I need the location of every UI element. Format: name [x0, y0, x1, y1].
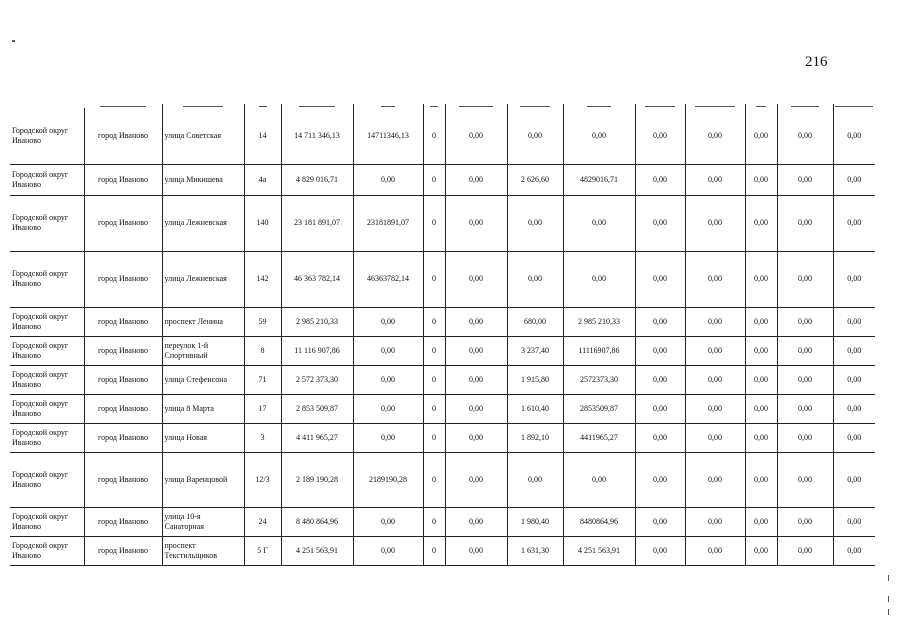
- scan-mark: [888, 596, 889, 602]
- amount-cell: 0,00: [635, 251, 685, 307]
- amount-cell: 0,00: [777, 108, 833, 164]
- amount-cell: 0,00: [745, 336, 777, 365]
- street-cell: улица Советская: [162, 108, 244, 164]
- street-cell: улица Микишева: [162, 164, 244, 195]
- amount-cell: 0,00: [563, 195, 635, 251]
- amount-cell: 0,00: [833, 336, 875, 365]
- amount-cell: 0,00: [745, 365, 777, 394]
- amount-cell: 0,00: [635, 164, 685, 195]
- amount-cell: 0,00: [635, 394, 685, 423]
- table-row: [10, 251, 875, 307]
- table-row: [10, 307, 875, 336]
- street-cell: проспект Ленина: [162, 307, 244, 336]
- area-cell: 1 980,40: [507, 507, 563, 536]
- register-body: [10, 104, 875, 565]
- okrug-cell: Городской округ Иваново: [10, 108, 84, 164]
- amount-cell: 2853509,87: [563, 394, 635, 423]
- area-cell: 2 626,60: [507, 164, 563, 195]
- amount-cell: 0,00: [833, 394, 875, 423]
- amount-cell: 0,00: [745, 536, 777, 565]
- okrug-cell: Городской округ Иваново: [10, 251, 84, 307]
- amount-cell: 0,00: [353, 307, 423, 336]
- okrug-cell: Городской округ Иваново: [10, 164, 84, 195]
- area-cell: 680,00: [507, 307, 563, 336]
- okrug-cell: Городской округ Иваново: [10, 423, 84, 452]
- okrug-cell: Городской округ Иваново: [10, 507, 84, 536]
- amount-cell: 0,00: [445, 365, 507, 394]
- table-row: [10, 507, 875, 536]
- city-cell: город Иваново: [84, 108, 162, 164]
- okrug-cell: Городской округ Иваново: [10, 195, 84, 251]
- table-row: [10, 195, 875, 251]
- okrug-cell: Городской округ Иваново: [10, 336, 84, 365]
- amount-cell: 0,00: [353, 507, 423, 536]
- amount-cell: 0,00: [445, 394, 507, 423]
- amount-cell: 0,00: [833, 536, 875, 565]
- amount-cell: 0,00: [833, 423, 875, 452]
- amount-cell: 0,00: [353, 394, 423, 423]
- count-cell: 0: [423, 423, 445, 452]
- cost-total-cell: 4 411 965,27: [281, 423, 353, 452]
- amount-cell: 23181891,07: [353, 195, 423, 251]
- okrug-cell: Городской округ Иваново: [10, 365, 84, 394]
- amount-cell: 0,00: [777, 307, 833, 336]
- count-cell: 0: [423, 108, 445, 164]
- amount-cell: 0,00: [745, 452, 777, 507]
- table-row: [10, 365, 875, 394]
- cost-total-cell: 14 711 346,13: [281, 108, 353, 164]
- amount-cell: 0,00: [445, 507, 507, 536]
- house-number-cell: 4а: [244, 164, 281, 195]
- cost-total-cell: 23 181 891,07: [281, 195, 353, 251]
- house-number-cell: 5 Г: [244, 536, 281, 565]
- cost-total-cell: 2 189 190,28: [281, 452, 353, 507]
- city-cell: город Иваново: [84, 336, 162, 365]
- amount-cell: 0,00: [445, 423, 507, 452]
- amount-cell: 0,00: [777, 452, 833, 507]
- cost-total-cell: 2 572 373,30: [281, 365, 353, 394]
- amount-cell: 0,00: [635, 452, 685, 507]
- house-number-cell: 8: [244, 336, 281, 365]
- amount-cell: 0,00: [685, 307, 745, 336]
- cost-total-cell: 4 251 563,91: [281, 536, 353, 565]
- cost-total-cell: 46 363 782,14: [281, 251, 353, 307]
- amount-cell: 0,00: [635, 423, 685, 452]
- amount-cell: 0,00: [745, 108, 777, 164]
- city-cell: город Иваново: [84, 195, 162, 251]
- amount-cell: 8480864,96: [563, 507, 635, 536]
- amount-cell: 0,00: [685, 365, 745, 394]
- table-row: [10, 336, 875, 365]
- city-cell: город Иваново: [84, 307, 162, 336]
- street-cell: улица Новая: [162, 423, 244, 452]
- count-cell: 0: [423, 195, 445, 251]
- house-number-cell: 71: [244, 365, 281, 394]
- amount-cell: 14711346,13: [353, 108, 423, 164]
- amount-cell: 0,00: [685, 423, 745, 452]
- amount-cell: 0,00: [563, 108, 635, 164]
- amount-cell: 46363782,14: [353, 251, 423, 307]
- house-number-cell: 14: [244, 108, 281, 164]
- table-row: [10, 536, 875, 565]
- amount-cell: 0,00: [685, 336, 745, 365]
- scan-mark: [888, 609, 889, 615]
- house-number-cell: 142: [244, 251, 281, 307]
- okrug-cell: Городской округ Иваново: [10, 394, 84, 423]
- area-cell: 1 892,10: [507, 423, 563, 452]
- amount-cell: 0,00: [685, 452, 745, 507]
- table-row: [10, 108, 875, 164]
- street-cell: улица Стефенсона: [162, 365, 244, 394]
- count-cell: 0: [423, 394, 445, 423]
- cost-total-cell: 2 853 509,87: [281, 394, 353, 423]
- amount-cell: 0,00: [445, 108, 507, 164]
- scan-mark: [888, 575, 889, 581]
- amount-cell: 0,00: [685, 108, 745, 164]
- amount-cell: 0,00: [353, 336, 423, 365]
- amount-cell: 0,00: [833, 307, 875, 336]
- house-number-cell: 59: [244, 307, 281, 336]
- okrug-cell: Городской округ Иваново: [10, 536, 84, 565]
- amount-cell: 0,00: [635, 536, 685, 565]
- city-cell: город Иваново: [84, 365, 162, 394]
- amount-cell: 0,00: [353, 423, 423, 452]
- amount-cell: 0,00: [445, 452, 507, 507]
- count-cell: 0: [423, 307, 445, 336]
- cost-total-cell: 8 480 864,96: [281, 507, 353, 536]
- house-number-cell: 12/3: [244, 452, 281, 507]
- amount-cell: 0,00: [445, 164, 507, 195]
- count-cell: 0: [423, 507, 445, 536]
- table-row: [10, 452, 875, 507]
- amount-cell: 2 985 210,33: [563, 307, 635, 336]
- city-cell: город Иваново: [84, 507, 162, 536]
- amount-cell: 0,00: [833, 365, 875, 394]
- amount-cell: 0,00: [685, 507, 745, 536]
- amount-cell: 0,00: [777, 336, 833, 365]
- area-cell: 0,00: [507, 108, 563, 164]
- amount-cell: 0,00: [777, 423, 833, 452]
- amount-cell: 0,00: [563, 452, 635, 507]
- amount-cell: 0,00: [445, 195, 507, 251]
- amount-cell: 0,00: [563, 251, 635, 307]
- amount-cell: 0,00: [445, 536, 507, 565]
- area-cell: 0,00: [507, 195, 563, 251]
- house-number-cell: 3: [244, 423, 281, 452]
- area-cell: 1 610,40: [507, 394, 563, 423]
- okrug-cell: Городской округ Иваново: [10, 307, 84, 336]
- area-cell: 1 915,80: [507, 365, 563, 394]
- area-cell: 0,00: [507, 452, 563, 507]
- cost-total-cell: 2 985 210,33: [281, 307, 353, 336]
- count-cell: 0: [423, 536, 445, 565]
- amount-cell: 0,00: [745, 195, 777, 251]
- city-cell: город Иваново: [84, 452, 162, 507]
- street-cell: улица Лежневская: [162, 195, 244, 251]
- amount-cell: 0,00: [445, 251, 507, 307]
- amount-cell: 0,00: [777, 251, 833, 307]
- amount-cell: 0,00: [685, 251, 745, 307]
- street-cell: улица 10-я Санаторная: [162, 507, 244, 536]
- count-cell: 0: [423, 365, 445, 394]
- amount-cell: 11116907,86: [563, 336, 635, 365]
- amount-cell: 0,00: [635, 307, 685, 336]
- amount-cell: 4 251 563,91: [563, 536, 635, 565]
- amount-cell: 0,00: [745, 251, 777, 307]
- amount-cell: 0,00: [833, 507, 875, 536]
- table-row: [10, 423, 875, 452]
- amount-cell: 0,00: [833, 195, 875, 251]
- count-cell: 0: [423, 452, 445, 507]
- amount-cell: 0,00: [445, 336, 507, 365]
- table-row: [10, 394, 875, 423]
- amount-cell: 0,00: [635, 336, 685, 365]
- area-cell: 3 237,40: [507, 336, 563, 365]
- house-number-cell: 24: [244, 507, 281, 536]
- street-cell: улица Лежневская: [162, 251, 244, 307]
- amount-cell: 0,00: [745, 507, 777, 536]
- amount-cell: 0,00: [833, 251, 875, 307]
- amount-cell: 0,00: [745, 423, 777, 452]
- amount-cell: 2189190,28: [353, 452, 423, 507]
- count-cell: 0: [423, 164, 445, 195]
- house-number-cell: 140: [244, 195, 281, 251]
- city-cell: город Иваново: [84, 251, 162, 307]
- table-row: [10, 164, 875, 195]
- amount-cell: 0,00: [635, 507, 685, 536]
- okrug-cell: Городской округ Иваново: [10, 452, 84, 507]
- amount-cell: 0,00: [445, 307, 507, 336]
- amount-cell: 0,00: [745, 164, 777, 195]
- street-cell: улица Варенцовой: [162, 452, 244, 507]
- amount-cell: 0,00: [353, 536, 423, 565]
- amount-cell: 0,00: [685, 195, 745, 251]
- amount-cell: 0,00: [777, 536, 833, 565]
- city-cell: город Иваново: [84, 394, 162, 423]
- street-cell: улица 8 Марта: [162, 394, 244, 423]
- area-cell: 0,00: [507, 251, 563, 307]
- count-cell: 0: [423, 251, 445, 307]
- amount-cell: 0,00: [353, 365, 423, 394]
- amount-cell: 0,00: [777, 394, 833, 423]
- amount-cell: 4829016,71: [563, 164, 635, 195]
- cost-total-cell: 11 116 907,86: [281, 336, 353, 365]
- count-cell: 0: [423, 336, 445, 365]
- register-table: [10, 104, 875, 566]
- street-cell: переулок 1-й Спортивный: [162, 336, 244, 365]
- amount-cell: 0,00: [685, 536, 745, 565]
- amount-cell: 0,00: [635, 195, 685, 251]
- amount-cell: 0,00: [353, 164, 423, 195]
- amount-cell: 0,00: [745, 394, 777, 423]
- cost-total-cell: 4 829 016,71: [281, 164, 353, 195]
- amount-cell: 0,00: [833, 452, 875, 507]
- page-number: 216: [805, 54, 828, 70]
- amount-cell: 0,00: [777, 507, 833, 536]
- amount-cell: 0,00: [833, 108, 875, 164]
- amount-cell: 0,00: [833, 164, 875, 195]
- house-number-cell: 17: [244, 394, 281, 423]
- amount-cell: 0,00: [635, 365, 685, 394]
- amount-cell: 2572373,30: [563, 365, 635, 394]
- city-cell: город Иваново: [84, 164, 162, 195]
- amount-cell: 0,00: [635, 108, 685, 164]
- amount-cell: 0,00: [745, 307, 777, 336]
- area-cell: 1 631,30: [507, 536, 563, 565]
- scan-mark: [12, 40, 15, 42]
- amount-cell: 0,00: [777, 195, 833, 251]
- city-cell: город Иваново: [84, 536, 162, 565]
- amount-cell: 0,00: [685, 394, 745, 423]
- street-cell: проспект Текстильщиков: [162, 536, 244, 565]
- amount-cell: 4411965,27: [563, 423, 635, 452]
- amount-cell: 0,00: [777, 365, 833, 394]
- city-cell: город Иваново: [84, 423, 162, 452]
- amount-cell: 0,00: [777, 164, 833, 195]
- amount-cell: 0,00: [685, 164, 745, 195]
